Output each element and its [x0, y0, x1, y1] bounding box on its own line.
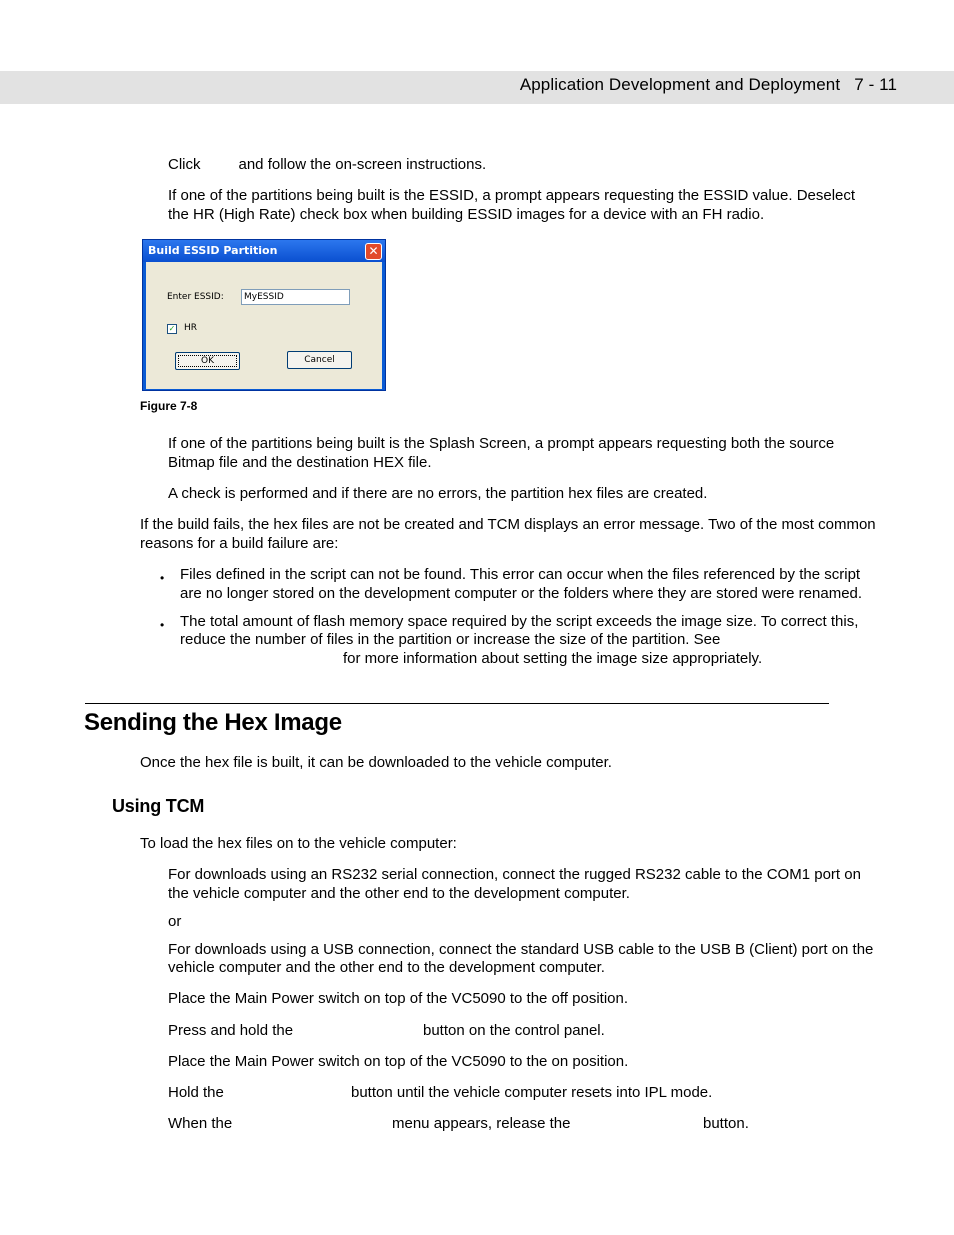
ok-button[interactable]: OK [175, 352, 240, 370]
bullet-2-line-3: for more information about setting the image size appropriately. [343, 650, 763, 667]
section-intro: Once the hex file is built, it can be downloaded to the vehicle computer. [140, 754, 612, 771]
hr-checkbox[interactable]: ✓ [168, 324, 176, 333]
step-click-prefix: Click [168, 156, 201, 173]
hold-step-suffix: button until the vehicle computer resets into IPL mode. [351, 1084, 713, 1101]
when-step-prefix: When the [168, 1115, 233, 1132]
dialog-body [146, 262, 382, 389]
when-step-suffix: button. [703, 1115, 749, 1132]
essid-paragraph-line-2: the HR (High Rate) check box when building ESSID images for a device with an FH radio. [168, 206, 765, 223]
splash-paragraph-line-1: If one of the partitions being built is the Splash Screen, a prompt appears requesting both the source [168, 435, 835, 452]
section-heading: Sending the Hex Image [84, 709, 342, 736]
close-icon[interactable]: ✕ [365, 243, 382, 260]
power-off-step: Place the Main Power switch on top of the VC5090 to the off position. [168, 990, 628, 1007]
usb-step-line-2: vehicle computer and the other end to the development computer. [168, 959, 605, 976]
bullet-1-line-1: Files defined in the script can not be found. This error can occur when the files referenced by the script [180, 566, 861, 583]
essid-paragraph-line-1: If one of the partitions being built is the ESSID, a prompt appears requesting the ESSID value. Deselect [168, 187, 856, 204]
hr-label: HR [184, 323, 198, 333]
when-step-middle: menu appears, release the [392, 1115, 571, 1132]
check-paragraph: A check is performed and if there are no errors, the partition hex files are created. [168, 485, 708, 502]
press-hold-step-prefix: Press and hold the [168, 1022, 294, 1039]
splash-paragraph-line-2: Bitmap file and the destination HEX file. [168, 454, 432, 471]
bullet-1-line-2: are no longer stored on the development computer or the folders where they are stored were renamed. [180, 585, 863, 602]
figure-caption: Figure 7-8 [140, 399, 198, 413]
running-header [520, 75, 897, 95]
page-number: 7 - 11 [854, 75, 897, 94]
bullet-marker: • [160, 618, 165, 632]
or-text: or [168, 913, 182, 930]
essid-label: Enter ESSID: [167, 292, 224, 302]
fail-paragraph-line-1: If the build fails, the hex files are not be created and TCM displays an error message. Two of the most common [140, 516, 876, 533]
rs232-step-line-2: the vehicle computer and the other end to the development computer. [168, 885, 630, 902]
subsection-intro: To load the hex files on to the vehicle computer: [140, 835, 457, 852]
running-header-title: Application Development and Deployment [519, 75, 841, 94]
hold-step-prefix: Hold the [168, 1084, 224, 1101]
build-essid-partition-dialog [142, 239, 386, 391]
section-divider [85, 703, 829, 704]
fail-paragraph-line-2: reasons for a build failure are: [140, 535, 339, 552]
bullet-2-line-2: reduce the number of files in the partition or increase the size of the partition. See [180, 631, 721, 648]
power-on-step: Place the Main Power switch on top of the VC5090 to the on position. [168, 1053, 629, 1070]
press-hold-step-suffix: button on the control panel. [423, 1022, 605, 1039]
dialog-title: Build ESSID Partition [148, 244, 278, 257]
dialog-title-bar [143, 240, 385, 262]
cancel-button[interactable]: Cancel [287, 351, 352, 369]
usb-step-line-1: For downloads using a USB connection, connect the standard USB cable to the USB B (Client) port on the [168, 941, 874, 958]
bullet-marker: • [160, 571, 165, 585]
step-click-text [168, 156, 486, 175]
subsection-heading: Using TCM [112, 796, 205, 816]
essid-input[interactable]: MyESSID [241, 289, 350, 305]
step-click-suffix: and follow the on-screen instructions. [238, 156, 487, 173]
rs232-step-line-1: For downloads using an RS232 serial connection, connect the rugged RS232 cable to the COM1 port on [168, 866, 861, 883]
bullet-2-line-1: The total amount of flash memory space required by the script exceeds the image size. To correct this, [180, 613, 859, 630]
